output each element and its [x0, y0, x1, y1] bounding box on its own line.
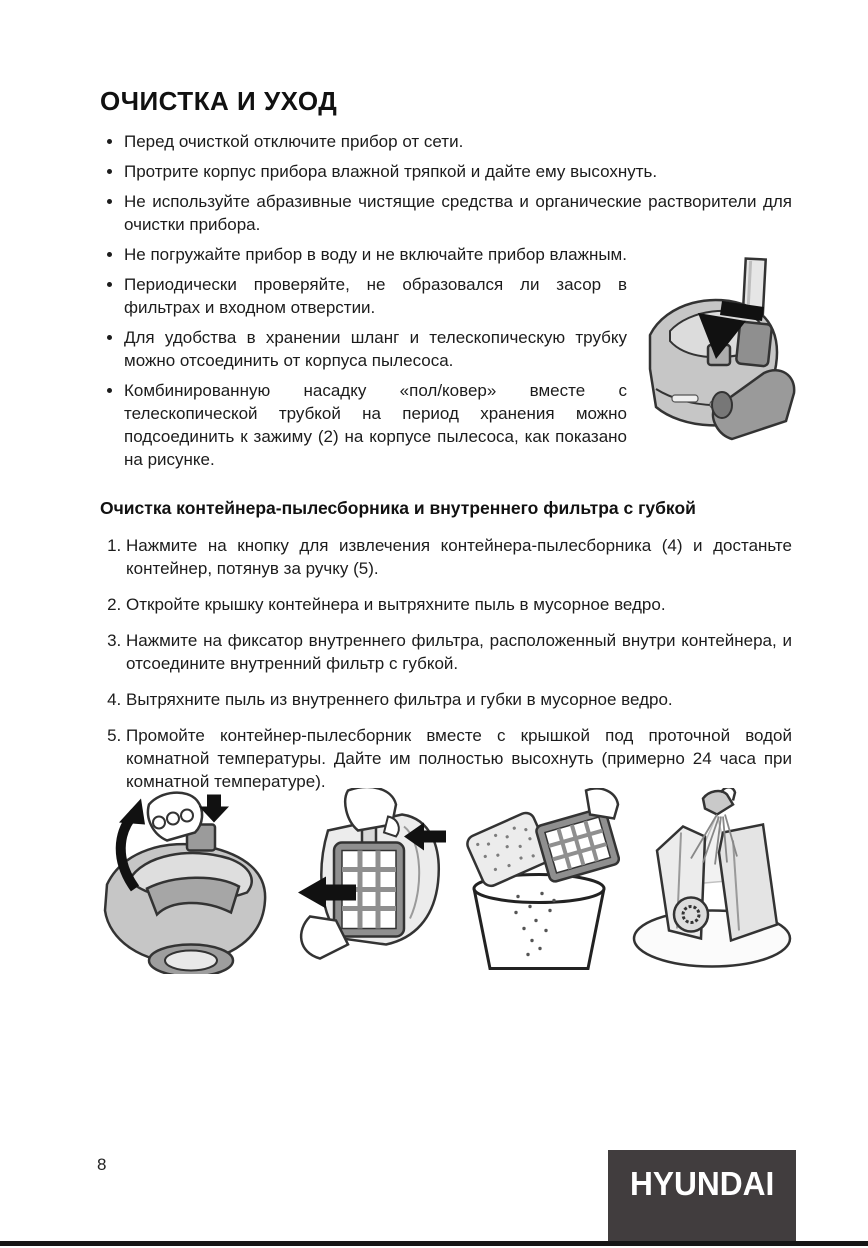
- bullet-item: • Периодически проверяйте, не образовался ли засор в фильтрах и входном отверстии.: [124, 273, 627, 319]
- bullet-item: • Комбинированную насадку «пол/ковер» вместе с телескопической трубкой на период хранения можно подсоединить к зажиму (2) на корпусе пылесоса, как показано на рисунке.: [124, 379, 627, 471]
- bullet-item: • Не погружайте прибор в воду и не включайте прибор влажным.: [124, 243, 627, 266]
- brand-logo-text: HYUNDAI: [629, 1165, 775, 1202]
- bullet-item: • Не используйте абразивные чистящие средства и органические растворители для очистки прибора.: [124, 190, 792, 236]
- panel-shake-over-bin-illustration: [458, 788, 620, 974]
- remove-filter-drawing: [284, 788, 450, 974]
- step-item: 5. Промойте контейнер-пылесборник вместе с крышкой под проточной водой комнатной температуры. Дайте им полностью высохнуть (примерно 24 часа при комнатной температуре).: [126, 724, 792, 793]
- panel-open-lid-illustration: [95, 788, 275, 974]
- panel-remove-filter-illustration: [284, 788, 450, 974]
- brand-logo-box: [608, 1150, 796, 1241]
- arrow-down-icon: [199, 795, 229, 823]
- rinse-container-drawing: [629, 788, 795, 974]
- bullet-item: • Протрите корпус прибора влажной тряпкой и дайте ему высохнуть.: [124, 160, 792, 183]
- bullet-item: • Перед очисткой отключите прибор от сети.: [124, 130, 792, 153]
- shake-over-bin-drawing: [458, 788, 620, 974]
- curved-arrow-up-icon: [121, 813, 135, 889]
- bullet-item: • Для удобства в хранении шланг и телескопическую трубку можно отсоединить от корпуса пылесоса.: [124, 326, 627, 372]
- step-item: 3. Нажмите на фиксатор внутреннего фильтра, расположенный внутри контейнера, и отсоедините внутренний фильтр с губкой.: [126, 629, 792, 675]
- step-illustrations-row: [95, 788, 795, 974]
- container-cleaning-steps: [100, 534, 792, 793]
- step-item: 4. Вытряхните пыль из внутреннего фильтра и губки в мусорное ведро.: [126, 688, 792, 711]
- vacuum-clip-drawing: [648, 257, 800, 447]
- page-number: 8: [97, 1155, 107, 1174]
- panel-rinse-container-illustration: [629, 788, 795, 974]
- section-title-container-cleaning: Очистка контейнера-пылесборника и внутреннего фильтра с губкой: [100, 498, 696, 518]
- storage-clip-illustration: [648, 257, 800, 447]
- section-title-cleaning-and-care: ОЧИСТКА И УХОД: [100, 86, 338, 116]
- step-item: 2. Откройте крышку контейнера и вытряхните пыль в мусорное ведро.: [126, 593, 792, 616]
- open-lid-drawing: [95, 788, 275, 974]
- page-bottom-edge: [0, 1241, 868, 1246]
- step-item: 1. Нажмите на кнопку для извлечения контейнера-пылесборника (4) и достаньте контейнер, потянув за ручку (5).: [126, 534, 792, 580]
